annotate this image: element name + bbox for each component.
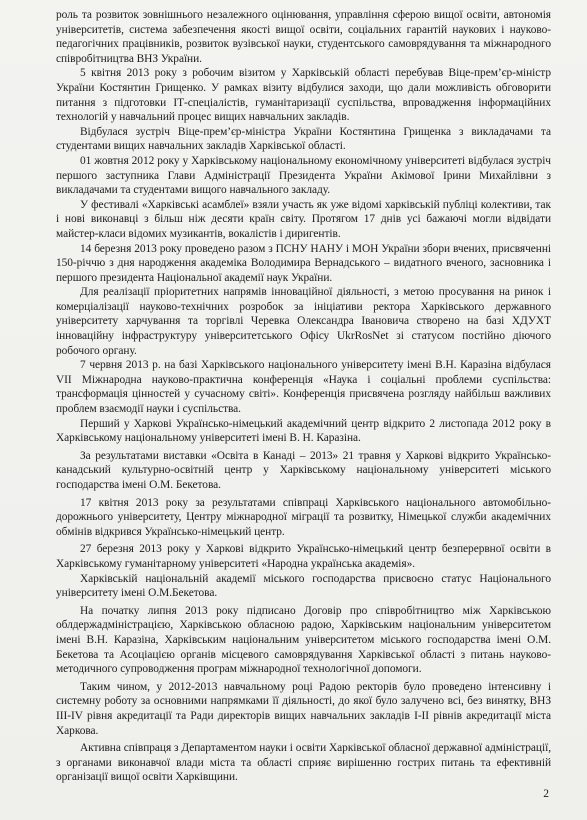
paragraph-national-status: Харківській національній академії міського господарства присвоєно статус Національного університету імені О.М.Бекетова. bbox=[56, 572, 551, 600]
paragraph-grishchenko-meeting: Відбулася зустріч Віце-прем’єр-міністра України Костянтина Грищенка з викладачами та студентами вищих навчальних закладів Харківської області. bbox=[56, 125, 551, 153]
paragraph-canadian-center: За результатами виставки «Освіта в Канаді – 2013» 21 травня у Харкові відкрито Українсько-канадський культурно-освітній центр у Харківському національному університеті міського господарства імені О.М. Бекетова. bbox=[56, 449, 551, 491]
paragraph-vernadsky: 14 березня 2013 року проведено разом з ПСНУ НАНУ і МОН України збори вчених, присвяченні 150-річчю з дня народження академіка Володимира Вернадського – видатного вченого, засновника і першого президента Національної академії наук України. bbox=[56, 242, 551, 284]
paragraph-continuing-education: 27 березня 2013 року у Харкові відкрито Українсько-німецький центр безперервної освіти в Харківському гуманітарному університеті «Народна українська академія». bbox=[56, 543, 551, 570]
paragraph-summary: Таким чином, у 2012-2013 навчальному році Радою ректорів було проведено інтенсивну і системну роботу за основними напрямками її діяльності, до якої було залучено всі, без винятку, ВНЗ ІІІ-IV рівня акредитації та Ради директорів вищих навчальних закладів І-ІІ рівнів акредитації міста Харкова. bbox=[56, 680, 551, 737]
paragraph-grishchenko-visit: 5 квітня 2013 року з робочим візитом у Харківській області перебував Віце-прем’єр-міністр України Костянтин Грищенко. У рамках візиту відбулися заходи, що дали можливість обговорити питання з підготовки ІТ-спеціалістів, гуманітаризації суспільства, впровадження інформаційних технологій у навчальний процес вищих навчальних закладів. bbox=[56, 67, 551, 124]
paragraph-karazin-conference: 7 червня 2013 р. на базі Харківського національного університету імені В.Н. Каразіна відбулася VII Міжнародна науково-практична конференція «Наука і соціальні проблеми суспільства: трансформація цінностей у сучасному світі». Конференція присвячена розгляду найбільш важливих проблем взаємодії науки і суспільства. bbox=[56, 359, 551, 416]
paragraph-german-center: Перший у Харкові Українсько-німецький академічний центр відкрито 2 листопада 2012 року в Харківському національному університеті імені В. Н. Каразіна. bbox=[56, 417, 551, 445]
paragraph-innovation-office: Для реалізації пріоритетних напрямів інноваційної діяльності, з метою просування на ринок і комерціалізації науково-технічних розробок за ініціативи ректора Харківського державного університету харчування та торгівлі Черевка Олександра Івановича створено на базі ХДУХТ інноваційну інфраструктуру університетського Офісу UkrRosNet зі статусом постійно діючого робочого органу. bbox=[56, 286, 551, 357]
paragraph-automobile-university: 17 квітня 2013 року за результатами співпраці Харківського національного автомобільно-дорожнього університету, Центру міжнародної міграції та розвитку, Німецької служби академічних обмінів відкрився Українсько-німецький центр. bbox=[56, 496, 551, 538]
paragraph-continuation: роль та розвиток зовнішнього незалежного оцінювання, управління сферою вищої освіти, автономія університетів, система забезпечення якості вищої освіти, соціальних гарантій наукових і науково-педагогічних працівників, розвиток вузівської науки, студентського самоврядування та міжнародного співробітництва ВНЗ України. bbox=[56, 9, 551, 65]
paragraph-akimova-meeting: 01 жовтня 2012 року у Харківському національному економічному університеті відбулася зустріч першого заступника Глави Адміністрації Президента України Акімової Ірини Михайлівни з викладачами та студентами вищого навчального закладу. bbox=[56, 154, 551, 197]
paragraph-cooperation-closing: Активна співпраця з Департаментом науки і освіти Харківської обласної державної адміністрації, з органами виконавчої влади міста та області сприяє вирішенню гострих питань та ефективній організації вищої освіти Харківщини. bbox=[56, 742, 551, 784]
paragraph-festival: У фестивалі «Харківські асамблеї» взяли участь як уже відомі харківській публіці колективи, так і нові виконавці з більш ніж десяти країн світу. Протягом 17 днів усі бажаючі могли відвідати майстер-класи відомих музикантів, вокалістів і диригентів. bbox=[56, 198, 551, 240]
paragraph-cooperation-agreement: На початку липня 2013 року підписано Договір про співробітництво між Харківською облдержадміністрацією, Харківською обласною радою, Харківським національним університетом імені В.Н. Каразіна, Харківським національним університетом міського господарства імені О.М. Бекетова та Асоціацією органів місцевого самоврядування Харківської області з питань науково-методичного супроводження програм міжнародної технологічної допомоги. bbox=[56, 604, 551, 676]
page-number: 2 bbox=[543, 788, 549, 800]
document-body bbox=[56, 8, 551, 785]
